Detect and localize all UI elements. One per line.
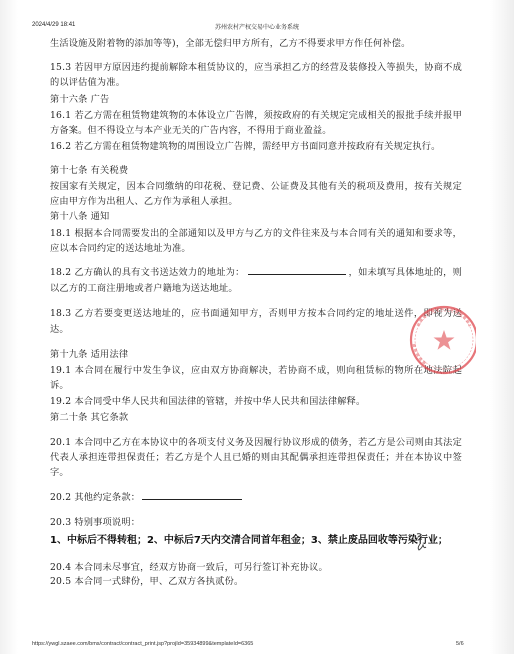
clause-18-2 <box>50 265 462 297</box>
clause-20-1: 20.1 本合同中乙方在本协议中的各项支付义务及因履行协议形成的债务，若乙方是公司则由其法定代表人承担连带担保责任；若乙方是个人且已婚的则由其配偶承担连带担保责任；并在本协议中签字。 <box>50 437 462 478</box>
article-18-title: 第十八条 通知 <box>50 211 110 222</box>
other-terms-blank-line <box>142 490 242 500</box>
system-title: 苏州农村产权交易中心业务系统 <box>214 25 299 31</box>
article-19-title: 第十九条 适用法律 <box>50 349 129 360</box>
page-number: 5/6 <box>456 641 464 647</box>
article-17-title: 第十七条 有关税费 <box>50 165 129 176</box>
clause-19-1: 19.1 本合同在履行中发生争议，应由双方协商解决，若协商不成，则向租赁标的物所在地法院起诉。 <box>50 365 463 391</box>
article-16-title: 第十六条 广告 <box>50 94 110 105</box>
clause-20-3: 20.3 特别事项说明： <box>50 517 141 528</box>
clause-20-4: 20.4 本合同未尽事宜，经双方协商一致后，可另行签订补充协议。 <box>50 562 328 573</box>
special-items: 1、中标后不得转租；2、中标后7天内交清合同首年租金；3、禁止废品回收等污染行业； <box>50 535 448 546</box>
clause-continuation: 生活设施及附着物的添加等等)，全部无偿归甲方所有，乙方不得要求甲方作任何补偿。 <box>50 38 411 49</box>
clause-15-3: 15.3 若因甲方原因违约提前解除本租赁协议的，应当承担乙方的经营及装修投入等损失，协商不成的以评估值为准。 <box>50 62 462 88</box>
print-url: https://ywgl.szaee.com/bms/contract/contract_print.jsp?projId=35934899&templateId=6365 <box>32 641 254 647</box>
red-seal-icon <box>404 296 476 386</box>
clause-16-1: 16.1 若乙方需在租赁物建筑物的本体设立广告牌，须按政府的有关规定完成相关的报批手续并报甲方备案。但不得设立与本产业无关的广告内容，不得用于商业盈益。 <box>50 110 462 136</box>
article-20-title: 第二十条 其它条款 <box>50 412 129 423</box>
clause-18-3: 18.3 乙方若要变更送达地址的，应书面通知甲方，否则甲方按本合同约定的地址送件，即视为送达。 <box>50 308 463 335</box>
print-datetime: 2024/4/29 18:41 <box>32 22 76 28</box>
clause-20-2-label: 20.2 其他约定条款： <box>50 492 141 503</box>
handwritten-mark-icon <box>412 531 430 553</box>
clause-18-2-tail: ，如未填写具体地址的，则以乙方的工商注册地或者户籍地为送达地址。 <box>50 267 462 294</box>
clause-20-2 <box>50 490 462 505</box>
address-blank-line <box>248 265 346 275</box>
clause-20-5: 20.5 本合同一式肆份，甲、乙双方各执贰份。 <box>50 576 244 587</box>
clause-18-1: 18.1 根据本合同需要发出的全部通知以及甲方与乙方的文件往来及与本合同有关的通知和要求等，应以本合同约定的送达地址为准。 <box>50 228 462 254</box>
clause-19-2: 19.2 本合同受中华人民共和国法律的管辖，并按中华人民共和国法律解释。 <box>50 396 366 407</box>
article-17-text: 按国家有关规定，因本合同缴纳的印花税、登记费、公证费及其他有关的税项及费用，按有关规定应由甲方作为出租人、乙方作为承租人承担。 <box>50 181 462 207</box>
clause-16-2: 16.2 若乙方需在租赁物建筑物的周围设立广告牌，需经甲方书面同意并按政府有关规定执行。 <box>50 141 441 152</box>
clause-18-2-lead: 18.2 乙方确认的具有文书送达效力的地址为： <box>50 267 245 278</box>
